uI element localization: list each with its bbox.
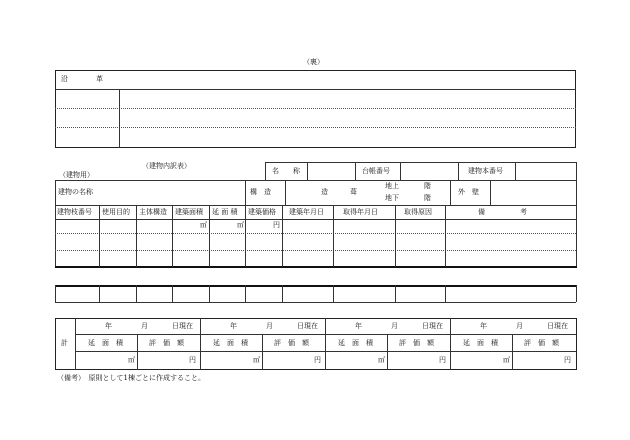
block2-valuation-label: 評 価 額 — [274, 339, 309, 347]
block2-year: 年 — [230, 322, 237, 330]
block4-month: 月 — [516, 322, 523, 330]
block3-unit-m2: ㎡ — [378, 356, 385, 364]
block1-year: 年 — [105, 322, 112, 330]
remarks-note: （備考） 原則として1棟ごとに作成すること。 — [57, 374, 205, 382]
label-exterior-wall: 外 壁 — [458, 188, 479, 196]
block1-as-of: 日現在 — [172, 322, 193, 330]
label-kai-above: 階 — [424, 182, 431, 190]
unit-m2-building-area: ㎡ — [200, 221, 207, 229]
block2-month: 月 — [266, 322, 273, 330]
inner-table-subcaption: （建物用） — [59, 171, 94, 179]
label-building-main-number: 建物本番号 — [468, 167, 503, 175]
label-buki: 葺 — [350, 188, 357, 196]
block3-unit-yen: 円 — [439, 356, 446, 364]
block3-valuation-label: 評 価 額 — [399, 339, 434, 347]
block2-unit-m2: ㎡ — [253, 356, 260, 364]
col-header-building-price: 建築価格 — [248, 208, 276, 216]
col-header-remarks: 備 考 — [478, 208, 527, 216]
unit-yen-price: 円 — [273, 221, 280, 229]
unit-m2-floor-area: ㎡ — [237, 221, 244, 229]
inner-table-caption: （建物内訳表） — [142, 162, 191, 170]
history-frame — [55, 70, 576, 148]
block3-as-of: 日現在 — [422, 322, 443, 330]
block3-month: 月 — [391, 322, 398, 330]
block1-unit-yen: 円 — [189, 356, 196, 364]
block2-unit-yen: 円 — [314, 356, 321, 364]
label-chijo: 地上 — [385, 182, 399, 190]
label-name: 名 称 — [272, 167, 300, 175]
block4-as-of: 日現在 — [547, 322, 568, 330]
label-structure: 構 造 — [250, 188, 271, 196]
block4-floor-area-label: 延 面 積 — [463, 339, 498, 347]
block4-unit-yen: 円 — [564, 356, 571, 364]
label-zou: 造 — [321, 188, 328, 196]
col-header-acquisition-cause: 取得原因 — [404, 208, 432, 216]
block1-valuation-label: 評 価 額 — [149, 339, 184, 347]
label-building-name: 建物の名称 — [58, 188, 93, 196]
col-header-main-structure: 主体構造 — [139, 208, 167, 216]
label-chika: 地下 — [385, 194, 399, 202]
col-header-branch-number: 建物枝番号 — [57, 208, 92, 216]
label-ledger-number: 台帳番号 — [362, 167, 390, 175]
col-header-building-area: 建築面積 — [175, 208, 203, 216]
col-header-purpose: 使用目的 — [102, 208, 130, 216]
summary-total-label: 計 — [61, 339, 68, 347]
block1-month: 月 — [141, 322, 148, 330]
block1-unit-m2: ㎡ — [128, 356, 135, 364]
history-title: 沿 革 — [61, 75, 103, 83]
block2-as-of: 日現在 — [297, 322, 318, 330]
block4-unit-m2: ㎡ — [503, 356, 510, 364]
block3-floor-area-label: 延 面 積 — [338, 339, 373, 347]
col-header-total-floor-area: 延 面 積 — [212, 208, 238, 216]
block4-valuation-label: 評 価 額 — [524, 339, 559, 347]
block3-year: 年 — [355, 322, 362, 330]
page-label: （裏） — [303, 58, 324, 66]
col-header-acquisition-date: 取得年月日 — [343, 208, 378, 216]
block2-floor-area-label: 延 面 積 — [213, 339, 248, 347]
label-kai-below: 階 — [424, 194, 431, 202]
col-header-construction-date: 建築年月日 — [289, 208, 324, 216]
block4-year: 年 — [480, 322, 487, 330]
block1-floor-area-label: 延 面 積 — [88, 339, 123, 347]
